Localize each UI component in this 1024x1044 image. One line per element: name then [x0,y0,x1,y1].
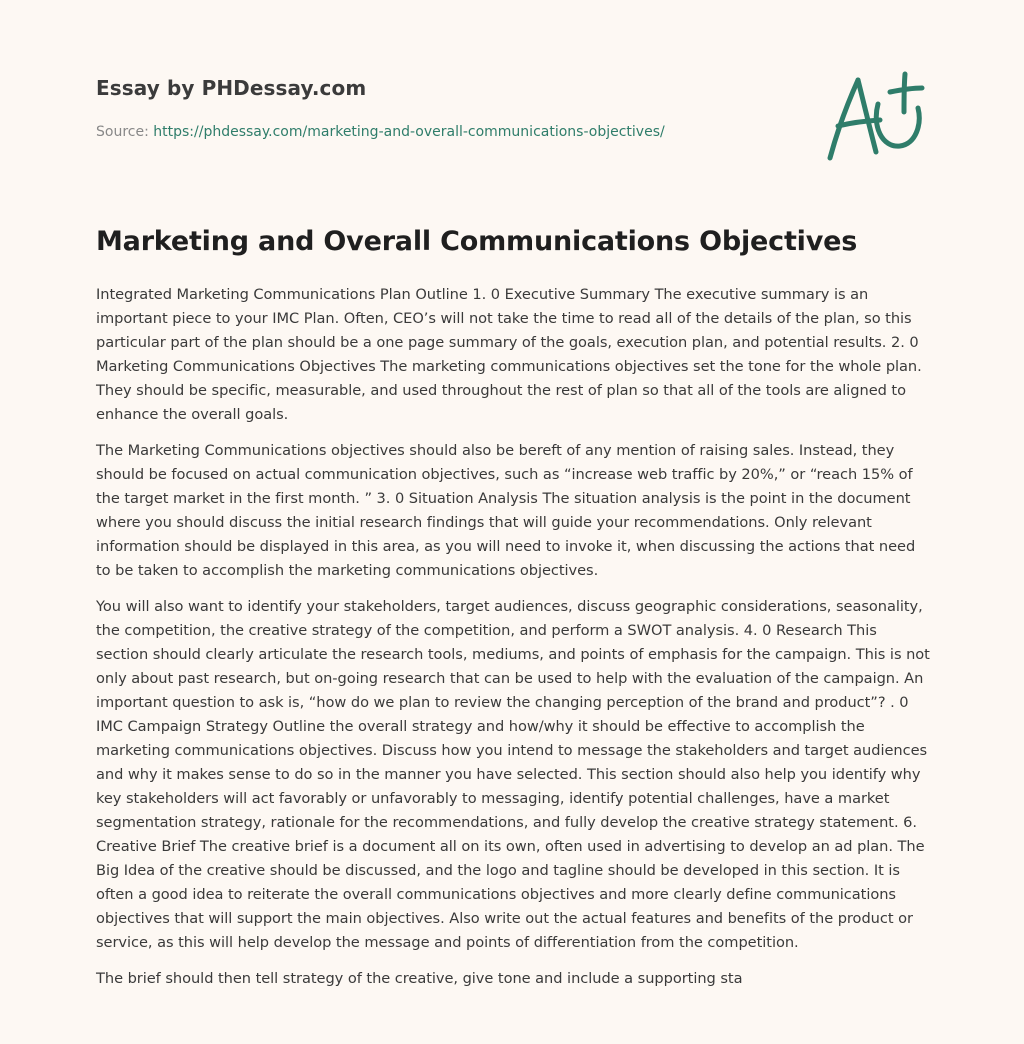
source-label: Source: [96,124,149,140]
paragraph-4: The brief should then tell strategy of the creative, give tone and include a supporting sta [96,970,743,987]
source-line [96,124,665,140]
paragraph-1: Integrated Marketing Communications Plan Outline 1. 0 Executive Summary The executive summary is an important piece to your IMC Plan. Often, CEO’s will not take the time to read all of the details of the plan, so this particular part of the plan should be a one page summary of the goals, execution plan, and potential results. 2. 0 Marketing Communications Objectives The marketing communications objectives set the tone for the whole plan. They should be specific, measurable, and used throughout the rest of plan so that all of the tools are aligned to enhance the overall goals. [96,286,922,423]
paragraph-3: You will also want to identify your stakeholders, target audiences, discuss geographic considerations, seasonality, the competition, the creative strategy of the competition, and perform a SWOT analysis. 4. 0 Research This section should clearly articulate the research tools, mediums, and points of emphasis for the campaign. This is not only about past research, but on-going research that can be used to help with the evaluation of the campaign. An important question to ask is, “how do we plan to review the changing perception of the brand and product”? . 0 IMC Campaign Strategy Outline the overall strategy and how/why it should be effective to accomplish the marketing communications objectives. Discuss how you intend to message the stakeholders and target audiences and why it makes sense to do so in the manner you have selected. This section should also help you identify why key stakeholders will act favorably or unfavorably to messaging, identify potential challenges, have a market segmentation strategy, rationale for the recommendations, and fully develop the creative strategy statement. 6. Creative Brief The creative brief is a document all on its own, often used in advertising to develop an ad plan. The Big Idea of the creative should be discussed, and the logo and tagline should be developed in this section. It is often a good idea to reiterate the overall communications objectives and more clearly define communications objectives that will support the main objectives. Also write out the actual features and benefits of the product or service, as this will help develop the message and points of differentiation from the competition. [96,598,930,951]
a-plus-logo-icon [818,66,930,166]
article-title: Marketing and Overall Communications Objectives [96,226,858,257]
site-brand: Essay by PHDessay.com [96,76,367,100]
article-body [96,283,932,1003]
source-link[interactable]: https://phdessay.com/marketing-and-overall-communications-objectives/ [153,124,665,140]
paragraph-2: The Marketing Communications objectives should also be bereft of any mention of raising sales. Instead, they should be focused on actual communication objectives, such as “increase web traffic by 20%,” or “reach 15% of the target market in the first month. ” 3. 0 Situation Analysis The situation analysis is the point in the document where you should discuss the initial research findings that will guide your recommendations. Only relevant information should be displayed in this area, as you will need to invoke it, when discussing the actions that need to be taken to accomplish the marketing communications objectives. [96,442,916,579]
